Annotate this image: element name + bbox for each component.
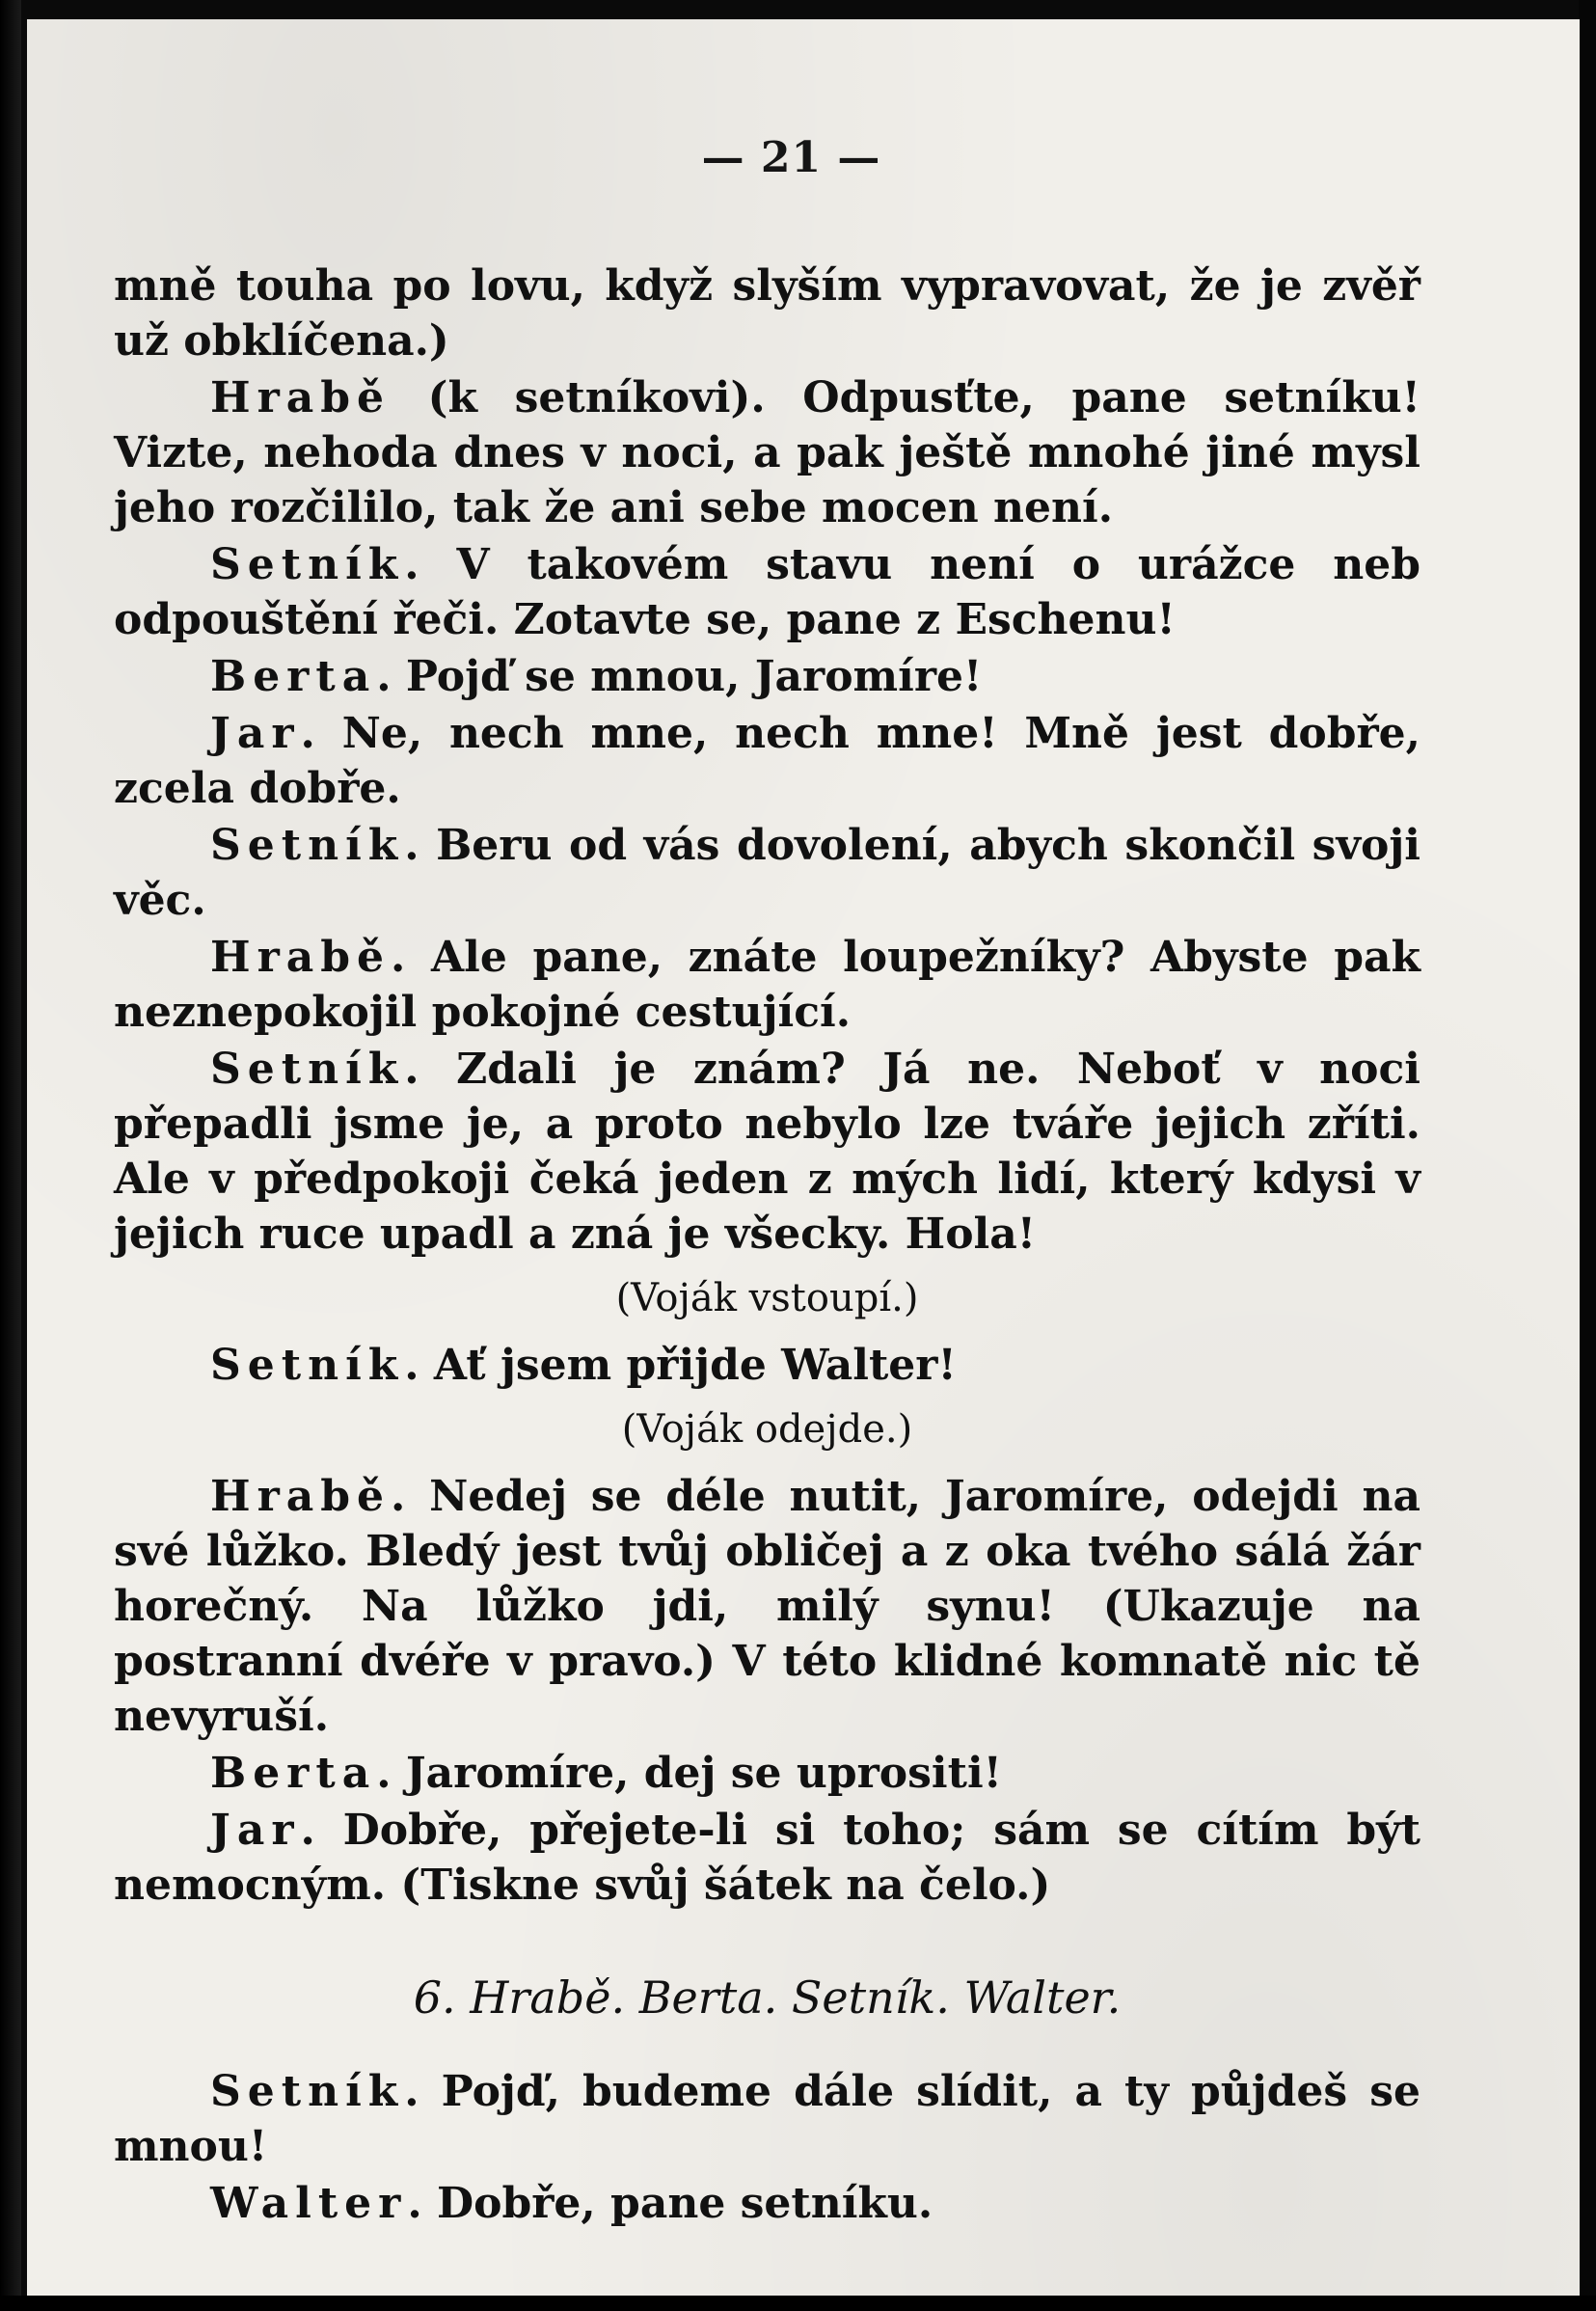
dialogue-line xyxy=(114,649,1420,704)
dialogue-line xyxy=(114,370,1420,535)
speaker-name: Hrabě xyxy=(210,373,392,422)
scene-heading: 6. Hrabě. Berta. Setník. Walter. xyxy=(413,1971,1122,2024)
dialogue-line xyxy=(114,818,1420,928)
speaker-name: Setník xyxy=(210,540,405,589)
dialogue-line xyxy=(114,930,1420,1040)
dialogue-text: . Pojď, budeme dále slídit, a ty půjdeš se mnou! xyxy=(114,2067,1420,2171)
speaker-name: Setník xyxy=(210,1341,405,1390)
stage-direction: (Voják odejde.) xyxy=(621,1407,913,1452)
dialogue-line xyxy=(114,1042,1420,1262)
speaker-name: Jar xyxy=(210,709,301,758)
speaker-name: Berta xyxy=(210,1749,377,1798)
speaker-name: Jar xyxy=(210,1806,301,1855)
stage-direction: (Voják vstoupí.) xyxy=(615,1276,919,1320)
book-page xyxy=(27,19,1580,2296)
dialogue-line xyxy=(114,2064,1420,2174)
page-number: — 21 — xyxy=(701,133,881,182)
dialogue-text: . Ne, nech mne, nech mne! Mně jest dobře, zcela dobře. xyxy=(114,709,1420,813)
dialogue-line xyxy=(114,537,1420,647)
dialogue-text: . Beru od vás dovolení, abych skončil svoji věc. xyxy=(114,821,1420,925)
dialogue-line xyxy=(114,1338,1420,1393)
speaker-name: Setník xyxy=(210,821,405,870)
dialogue-line xyxy=(114,1803,1420,1913)
dialogue-text: . Dobře, přejete-li si toho; sám se cítím být nemocným. (Tiskne svůj šátek na čelo.) xyxy=(114,1806,1420,1910)
scan-left-edge xyxy=(0,0,21,2311)
scan-bottom-edge xyxy=(0,2296,1596,2311)
page-text xyxy=(114,258,1420,2233)
dialogue-text: (k setníkovi). Odpusťte, pane setníku! Vizte, nehoda dnes v noci, a pak ještě mnohé jiné mysl jeho rozčililo, tak že ani sebe mocen není. xyxy=(114,373,1420,532)
scan-right-edge xyxy=(1579,0,1596,2311)
paragraph-text: mně touha po lovu, když slyším vypravovat, že je zvěř už obklíčena.) xyxy=(114,261,1420,366)
dialogue-text: . Dobře, pane setníku. xyxy=(407,2179,933,2228)
dialogue-text: . Zdali je znám? Já ne. Neboť v noci přepadli jsme je, a proto nebylo lze tváře jejich zříti. Ale v předpokoji čeká jeden z mých lidí, který kdysi v jejich ruce upadl a zná je všecky. Hola! xyxy=(114,1045,1420,1259)
dialogue-line xyxy=(114,2176,1420,2231)
dialogue-line xyxy=(114,1469,1420,1744)
speaker-name: Walter xyxy=(210,2179,408,2228)
dialogue-text: . Pojď se mnou, Jaromíre! xyxy=(376,652,983,701)
dialogue-text: . Nedej se déle nutit, Jaromíre, odejdi na své lůžko. Bledý jest tvůj obličej a z oka tvého sálá žár horečný. Na lůžko jdi, milý synu! (Ukazuje na postranní dvéře v pravo.) V této klidné komnatě nic tě nevyruší. xyxy=(114,1472,1420,1741)
dialogue-line xyxy=(114,706,1420,816)
dialogue-text: . Jaromíre, dej se uprositi! xyxy=(376,1749,1002,1798)
dialogue-text: . V takovém stavu není o urážce neb odpouštění řeči. Zotavte se, pane z Eschenu! xyxy=(114,540,1420,644)
dialogue-text: . Ať jsem přijde Walter! xyxy=(404,1341,957,1390)
dialogue-text: . Ale pane, znáte loupežníky? Abyste pak neznepokojil pokojné cestující. xyxy=(114,933,1420,1037)
speaker-name: Berta xyxy=(210,652,377,701)
dialogue-line xyxy=(114,1746,1420,1801)
paragraph xyxy=(114,258,1420,368)
speaker-name: Hrabě xyxy=(210,933,392,982)
speaker-name: Hrabě xyxy=(210,1472,392,1521)
speaker-name: Setník xyxy=(210,1045,405,1094)
speaker-name: Setník xyxy=(210,2067,405,2116)
